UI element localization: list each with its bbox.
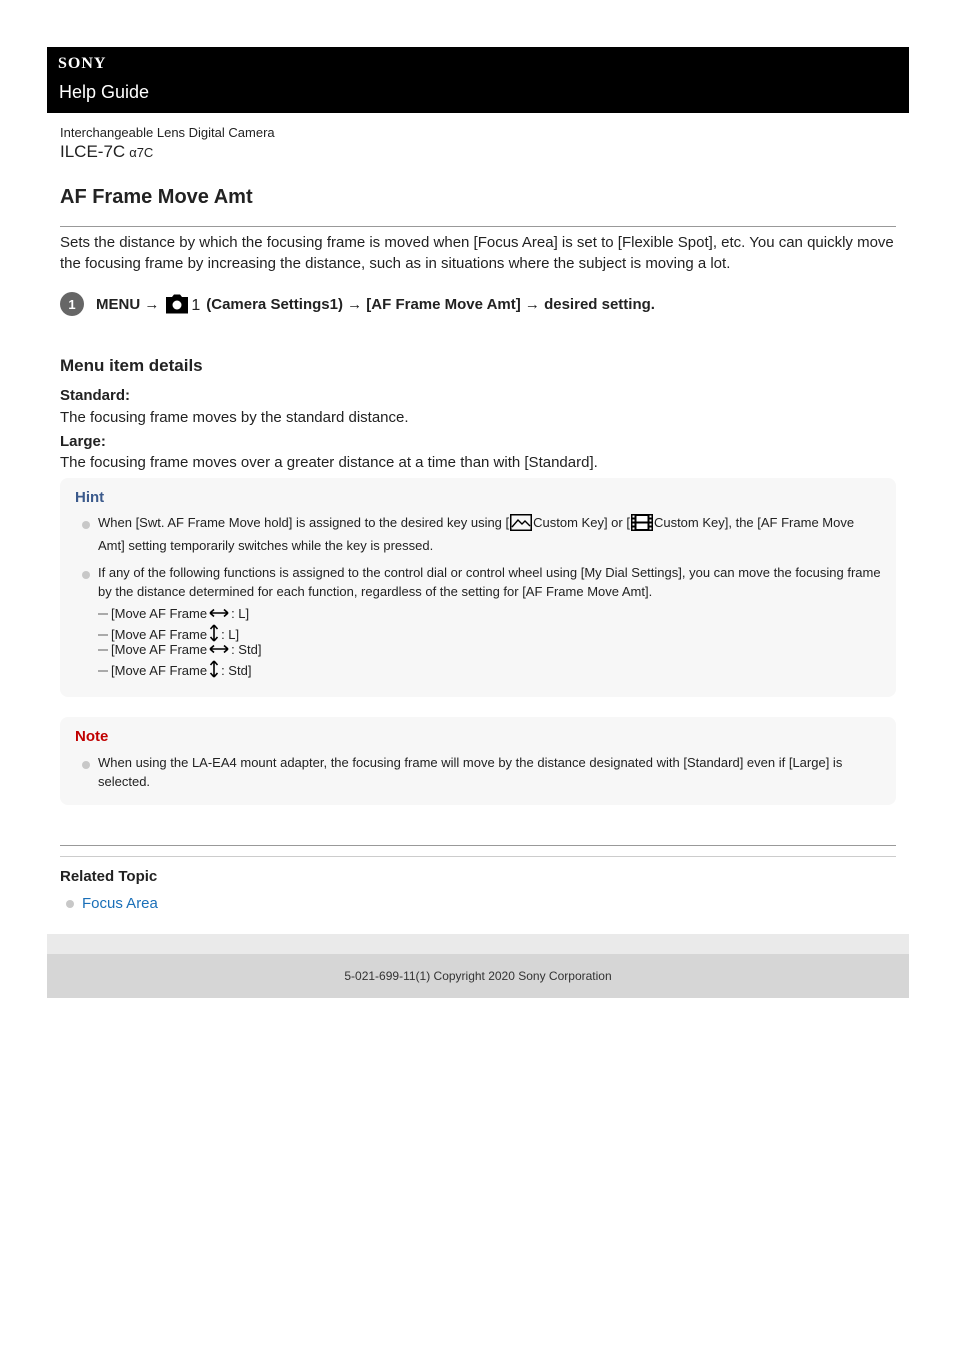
note-bullet-1: When using the LA-EA4 mount adapter, the focusing frame will move by the distance designated with [Standard] even if [Large] is selected. [98, 755, 843, 789]
bullet-icon [82, 761, 90, 769]
horizontal-arrow-icon [209, 606, 229, 621]
note-box [60, 717, 896, 805]
hint-box [60, 478, 896, 697]
hint-label: Hint [75, 489, 105, 506]
intro-text: Sets the distance by which the focusing frame is moved when [Focus Area] is set to [Flexible Spot], etc. You can quickly move the focusing frame by increasing the distance, such as in situations where the subject is moving a lot. [60, 234, 894, 272]
photo-custom-key-icon [510, 514, 532, 537]
related-divider-bottom [60, 856, 896, 857]
header-bar [47, 47, 909, 113]
title-divider [60, 226, 896, 227]
dash-icon [98, 613, 108, 615]
hint-subitem: [Move AF Frame : Std] [98, 642, 261, 657]
step-number: 1 [60, 292, 84, 316]
desc-standard: The focusing frame moves by the standard distance. [60, 409, 409, 426]
product-model [60, 142, 153, 162]
term-standard: Standard: [60, 387, 131, 404]
note-label: Note [75, 728, 109, 745]
help-guide-title: Help Guide [59, 82, 150, 102]
hint-bullet-1: When [Swt. AF Frame Move hold] is assigned to the desired key using [ Custom Key] or [ Custom Key], the [AF Frame Move Amt] setting temporarily switches while the key is pressed. [98, 515, 855, 553]
related-link-focus-area[interactable]: Focus Area [82, 895, 158, 912]
footer-strip [47, 934, 909, 954]
dash-icon [98, 670, 108, 672]
related-item [66, 895, 158, 912]
related-divider-top [60, 845, 896, 846]
bullet-icon [66, 900, 74, 908]
hint-bullet-2: If any of the following functions is assigned to the control dial or control wheel using [My Dial Settings], you can move the focusing frame by the distance determined for each function, regardless of the setting for [AF Frame Move Amt]. [98, 565, 881, 599]
sony-logo: SONY [58, 55, 107, 72]
dash-icon [98, 634, 108, 636]
bullet-icon [82, 521, 90, 529]
dash-icon [98, 649, 108, 651]
step-menu: MENU → [96, 295, 160, 313]
movie-custom-key-icon [631, 514, 653, 537]
product-category: Interchangeable Lens Digital Camera [60, 125, 275, 140]
term-large: Large: [60, 433, 106, 450]
footer [47, 954, 909, 998]
page-title: AF Frame Move Amt [60, 186, 253, 208]
model-name: ILCE-7C [60, 142, 126, 161]
vertical-arrow-icon [209, 660, 219, 681]
related-topic-heading: Related Topic [60, 868, 158, 885]
bullet-icon [82, 571, 90, 579]
hint-subitem: [Move AF Frame : Std] [98, 660, 251, 681]
hint-subitem: [Move AF Frame : L] [98, 624, 239, 645]
step-1 [60, 292, 900, 316]
hint-subitem: [Move AF Frame : L] [98, 606, 249, 621]
horizontal-arrow-icon [209, 642, 229, 657]
model-alpha: α7C [129, 145, 154, 160]
camera-settings-icon [165, 294, 200, 314]
camera-settings-number: 1 [191, 297, 201, 314]
copyright-text: 5-021-699-11(1) Copyright 2020 Sony Corporation [344, 969, 612, 983]
step-text: (Camera Settings1) → [AF Frame Move Amt] → desired setting. [206, 295, 655, 313]
menu-details-heading: Menu item details [60, 356, 203, 375]
desc-large: The focusing frame moves over a greater distance at a time than with [Standard]. [60, 454, 598, 471]
